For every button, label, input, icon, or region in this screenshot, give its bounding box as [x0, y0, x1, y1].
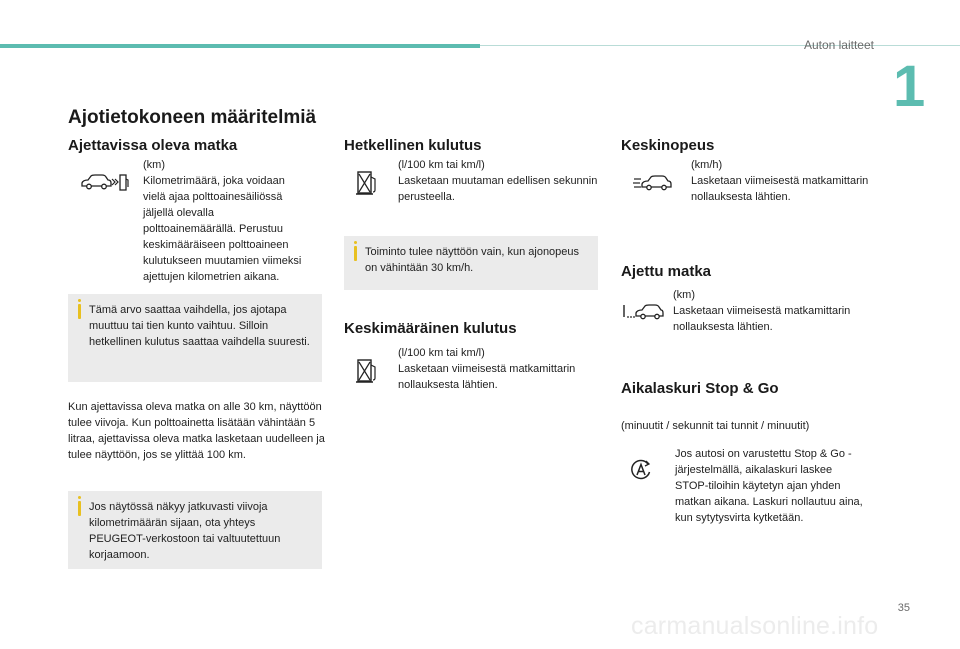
heading-stop-go-timer: Aikalaskuri Stop & Go: [621, 380, 779, 397]
range-description: Kilometrimäärä, joka voidaan vielä ajaa polttoainesäiliössä jäljellä olevalla polttoainemäärällä. Perustuu keskimääräiseen polttoaineen kulutukseen muutamien viimeksi ajettujen kilometrien aikana.: [143, 175, 302, 283]
fuel-pump-icon: [355, 170, 379, 201]
speed-description: Lasketaan viimeisestä matkamittarin nollauksesta lähtien.: [691, 175, 869, 203]
note-text: Tämä arvo saattaa vaihdella, jos ajotapa muuttuu tai tien kunto vaihtuu. Silloin hetkellinen kulutus saattaa vaihdella suuresti.: [89, 304, 310, 348]
car-distance-icon: [622, 303, 664, 326]
instant-unit: (l/100 km tai km/l): [398, 159, 485, 171]
chapter-number: 1: [893, 54, 926, 119]
heading-distance-travelled: Ajettu matka: [621, 263, 712, 280]
header-rule: [480, 45, 960, 46]
average-description: Lasketaan viimeisestä matkamittarin nollauksesta lähtien.: [398, 363, 576, 391]
note-range-variation: [68, 294, 322, 382]
note-marker-icon: [354, 246, 357, 261]
heading-average-speed: Keskinopeus: [621, 137, 715, 154]
header-accent-bar: [0, 44, 480, 48]
fuel-pump-icon: [355, 358, 379, 389]
heading-instant-consumption: Hetkellinen kulutus: [344, 137, 482, 154]
distance-unit: (km): [673, 289, 695, 301]
car-fuel-pump-icon: [80, 172, 130, 197]
note-speed-threshold: [344, 236, 598, 290]
range-unit: (km): [143, 159, 165, 171]
note-marker-icon: [78, 501, 81, 516]
watermark: carmanualsonline.info: [631, 612, 879, 640]
note-marker-icon: [78, 304, 81, 319]
stopgo-units: (minuutit / sekunnit tai tunnit / minuutit): [621, 420, 810, 432]
note-text: Toiminto tulee näyttöön vain, kun ajonopeus on vähintään 30 km/h.: [365, 246, 580, 274]
page-number: 35: [897, 602, 910, 614]
page-title: Ajotietokoneen määritelmiä: [68, 107, 317, 128]
section-title: Auton laitteet: [803, 38, 874, 52]
stop-start-a-icon: [629, 458, 653, 487]
speed-unit: (km/h): [691, 159, 723, 171]
stopgo-description: Jos autosi on varustettu Stop & Go -järjestelmällä, aikalaskuri laskee STOP-tiloihin käytetyn ajan yhden matkan aikana. Laskuri nollautuu aina, kun sytytysvirta kytketään.: [675, 448, 863, 524]
note-contact-network: [68, 491, 322, 569]
range-paragraph: Kun ajettavissa oleva matka on alle 30 km, näyttöön tulee viivoja. Kun polttoainetta lisätään vähintään 5 litraa, ajettavissa oleva matka lasketaan uudelleen ja tulee näyttöön, jos se ylittää 100 km.: [68, 401, 325, 461]
heading-average-consumption: Keskimääräinen kulutus: [344, 320, 517, 337]
car-speed-icon: [633, 174, 673, 197]
instant-description: Lasketaan muutaman edellisen sekunnin perusteella.: [398, 175, 598, 203]
average-unit: (l/100 km tai km/l): [398, 347, 485, 359]
distance-description: Lasketaan viimeisestä matkamittarin nollauksesta lähtien.: [673, 305, 851, 333]
heading-range: Ajettavissa oleva matka: [68, 137, 238, 154]
note-text: Jos näytössä näkyy jatkuvasti viivoja kilometrimäärän sijaan, ota yhteys PEUGEOT-verkostoon tai valtuutettuun korjaamoon.: [89, 501, 281, 561]
